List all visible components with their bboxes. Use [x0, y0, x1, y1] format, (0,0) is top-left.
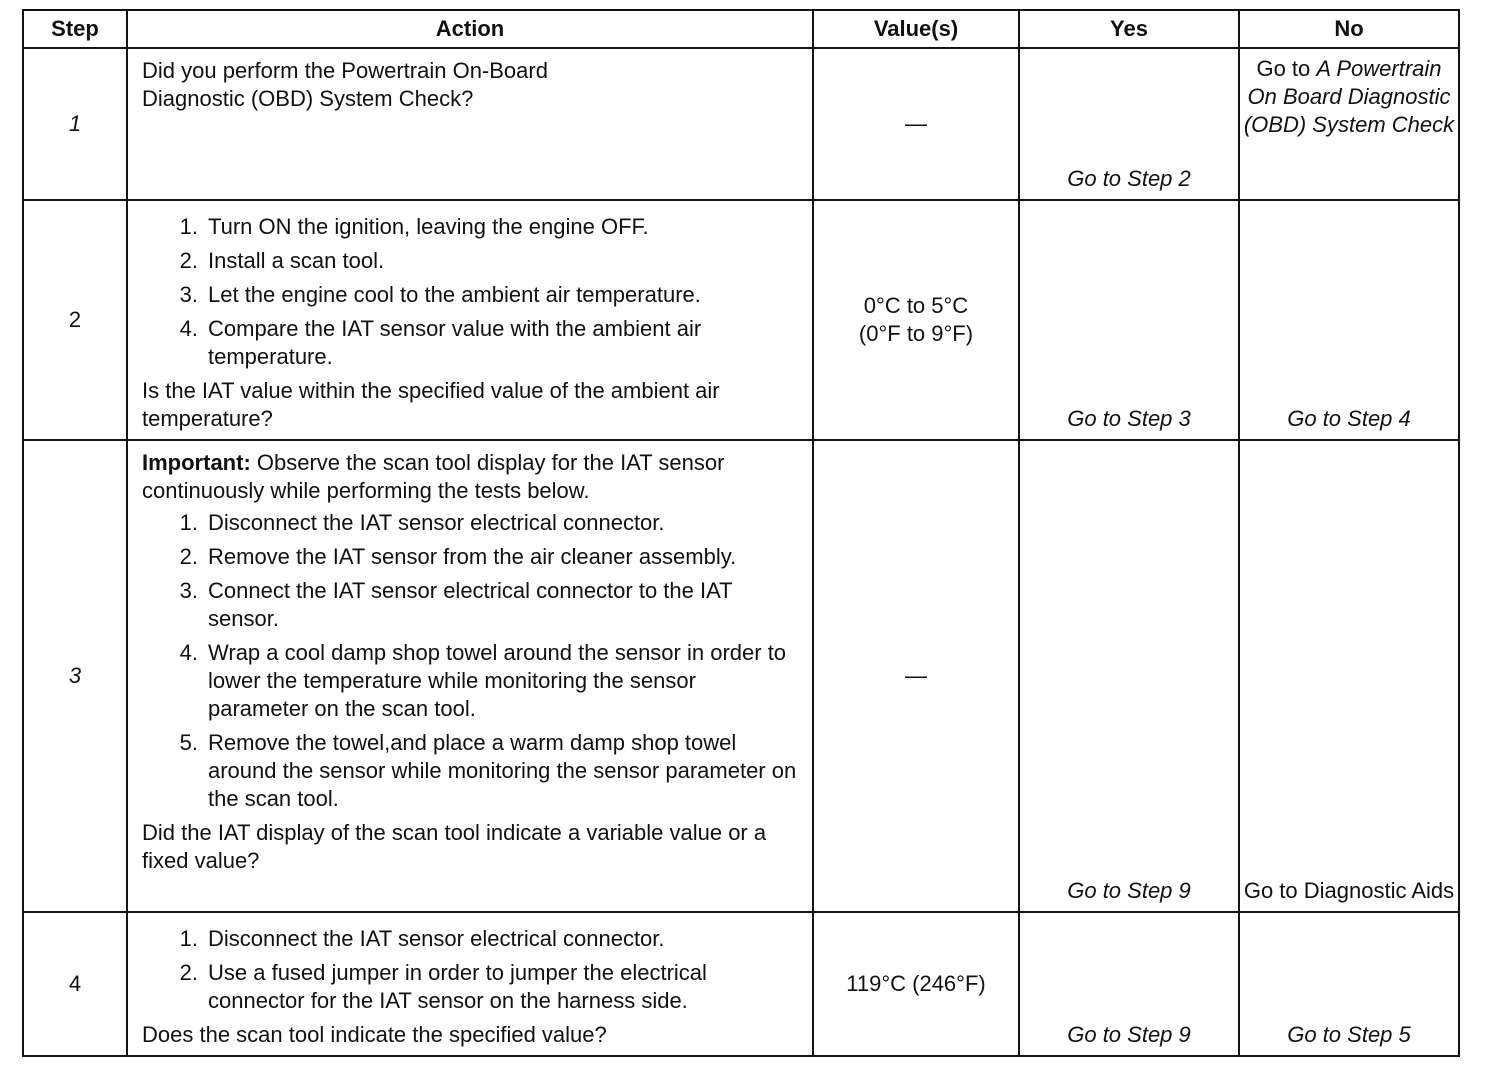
action-steps [142, 213, 802, 371]
action-cell [127, 440, 813, 912]
action-question: Is the IAT value within the specified value of the ambient air temperature? [142, 378, 720, 431]
list-item: 3. Connect the IAT sensor electrical connector to the IAT sensor. [179, 578, 733, 631]
action-question: Did the IAT display of the scan tool indicate a variable value or a fixed value? [142, 820, 767, 873]
list-item: 1. Turn ON the ignition, leaving the engine OFF. [179, 214, 649, 239]
no-cell: Go to Step 5 [1239, 912, 1459, 1056]
no-cell: Go to Diagnostic Aids [1239, 440, 1459, 912]
important-text: Observe the scan tool display for the IAT sensor continuously while performing the tests below. [142, 450, 725, 503]
important-note [142, 449, 802, 505]
list-item: 2. Remove the IAT sensor from the air cleaner assembly. [179, 544, 737, 569]
value-cell: — [813, 48, 1019, 200]
step-number: 2 [23, 200, 127, 440]
step-number: 1 [23, 48, 127, 200]
header-row [23, 10, 1459, 48]
action-steps [142, 925, 802, 1015]
table-row [23, 200, 1459, 440]
action-cell [127, 912, 813, 1056]
no-cell [1239, 48, 1459, 200]
action-cell [127, 48, 813, 200]
diagnostic-table [22, 9, 1460, 1057]
value-cell: — [813, 440, 1019, 912]
value-cell [813, 200, 1019, 440]
table-row [23, 440, 1459, 912]
header-values: Value(s) [813, 10, 1019, 48]
list-item: 3. Let the engine cool to the ambient air temperature. [179, 282, 701, 307]
value-cell: 119°C (246°F) [813, 912, 1019, 1056]
list-item: 4. Compare the IAT sensor value with the ambient air temperature. [179, 316, 702, 369]
header-action: Action [127, 10, 813, 48]
important-label: Important: [142, 450, 251, 475]
value-fahrenheit: (0°F to 9°F) [858, 321, 974, 346]
table-row [23, 912, 1459, 1056]
header-no: No [1239, 10, 1459, 48]
list-item: 2. Use a fused jumper in order to jumper the electrical connector for the IAT sensor on the harness side. [179, 960, 707, 1013]
action-cell [127, 200, 813, 440]
no-link-text: A Powertrain On Board Diagnostic (OBD) System Check [1243, 56, 1455, 137]
list-item: 1. Disconnect the IAT sensor electrical connector. [179, 510, 665, 535]
list-item: 2. Install a scan tool. [179, 248, 385, 273]
list-item: 1. Disconnect the IAT sensor electrical connector. [179, 926, 665, 951]
list-item: 5. Remove the towel,and place a warm damp shop towel around the sensor while monitoring the sensor parameter on the scan tool. [179, 730, 797, 811]
yes-cell: Go to Step 3 [1019, 200, 1239, 440]
header-yes: Yes [1019, 10, 1239, 48]
step-number: 3 [23, 440, 127, 912]
yes-cell: Go to Step 9 [1019, 912, 1239, 1056]
list-item: 4. Wrap a cool damp shop towel around the sensor in order to lower the temperature while monitoring the sensor parameter on the scan tool. [179, 640, 787, 721]
table-row [23, 48, 1459, 200]
step-number: 4 [23, 912, 127, 1056]
action-steps [142, 509, 802, 813]
yes-cell: Go to Step 9 [1019, 440, 1239, 912]
action-question: Does the scan tool indicate the specified value? [142, 1022, 607, 1047]
no-cell: Go to Step 4 [1239, 200, 1459, 440]
action-question: Did you perform the Powertrain On-Board Diagnostic (OBD) System Check? [142, 58, 548, 111]
value-celsius: 0°C to 5°C [863, 293, 969, 318]
yes-cell: Go to Step 2 [1019, 48, 1239, 200]
header-step: Step [23, 10, 127, 48]
no-prefix: Go to [1256, 56, 1317, 81]
